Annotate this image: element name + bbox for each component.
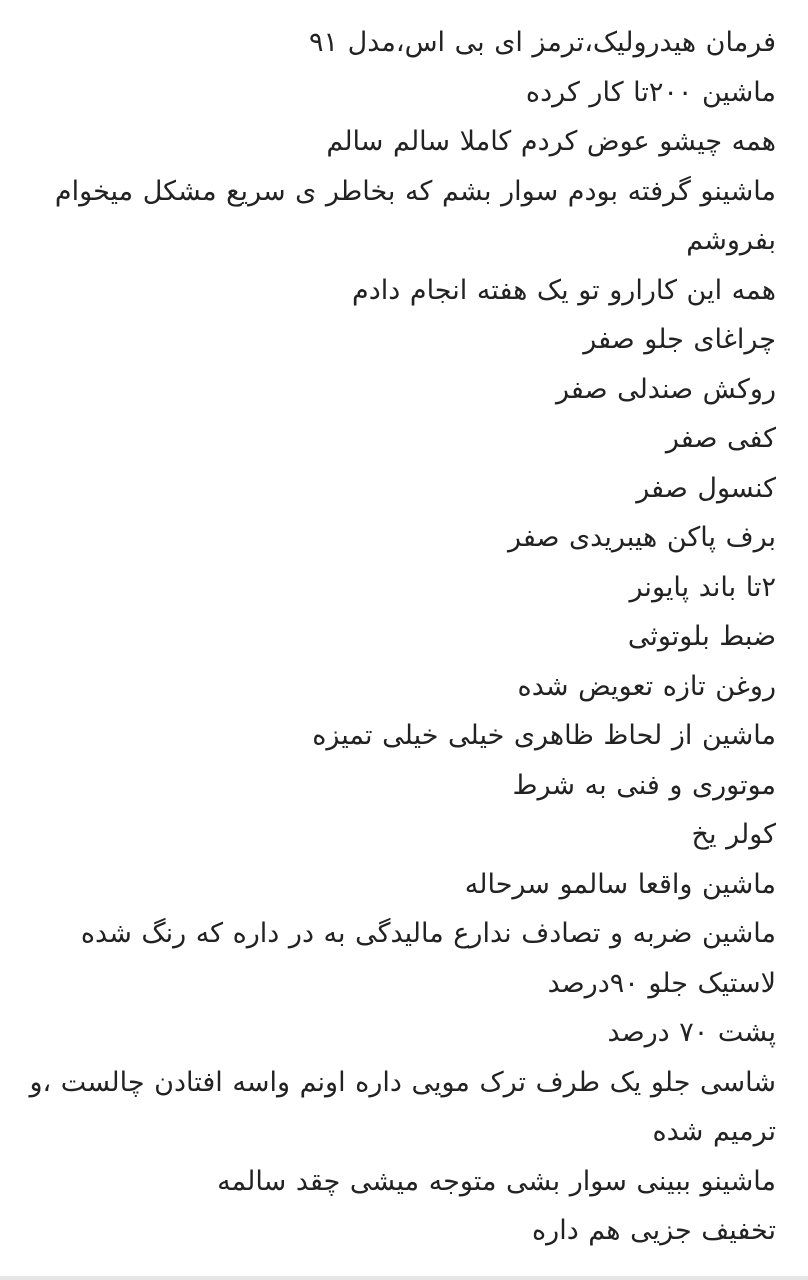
description-line: همه چیشو عوض کردم کاملا سالم سالم [326, 126, 776, 157]
description-line: کنسول صفر [636, 472, 776, 504]
description-line: لاستیک جلو ۹۰درصد [547, 967, 776, 999]
description-line: روغن تازه تعویض شده [517, 670, 776, 702]
description-line: پشت ۷۰ درصد [607, 1017, 776, 1048]
description-line: روکش صندلی صفر [556, 373, 776, 405]
description-line: فرمان هیدرولیک،ترمز ای بی اس،مدل ۹۱ [309, 27, 776, 58]
description-line: برف پاکن هیبریدی صفر [507, 522, 776, 553]
description-line: همه این کارارو تو یک هفته انجام دادم [352, 274, 776, 306]
description-line: شاسی جلو یک طرف ترک مویی داره اونم واسه افتادن چالست ،و ترمیم شده [29, 1066, 776, 1147]
description-line: ضبط بلوتوثی [627, 621, 776, 652]
description-line: ماشین ۲۰۰تا کار کرده [525, 76, 776, 108]
ad-description [16, 18, 776, 1256]
description-line: کفی صفر [665, 423, 776, 454]
description-line: ماشین ضربه و تصادف ندارع مالیدگی به در داره که رنگ شده [80, 918, 776, 949]
bottom-divider [0, 1276, 808, 1280]
description-line: ماشینو گرفته بودم سوار بشم که بخاطر ی سریع مشکل میخوام بفروشم [54, 175, 776, 256]
description-line: ۲تا باند پایونر [629, 571, 776, 603]
description-line: موتوری و فنی به شرط [512, 769, 776, 801]
description-line: چراغای جلو صفر [583, 324, 776, 355]
description-line: تخفیف جزیی هم داره [532, 1215, 776, 1246]
description-line: ماشین از لحاظ ظاهری خیلی خیلی تمیزه [312, 720, 776, 751]
description-line: ماشین واقعا سالمو سرحاله [464, 868, 776, 900]
description-line: ماشینو ببینی سوار بشی متوجه میشی چقد سالمه [217, 1165, 776, 1197]
description-line: کولر یخ [691, 819, 776, 850]
